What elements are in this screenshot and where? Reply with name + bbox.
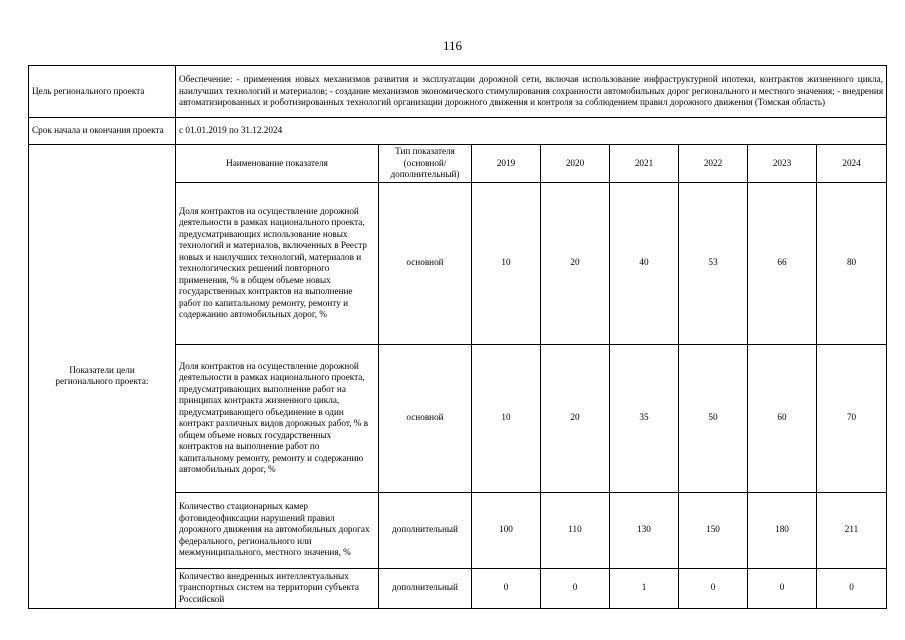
header-year: 2022 — [679, 145, 748, 183]
period-text: с 01.01.2019 по 31.12.2024 — [176, 118, 887, 145]
indicator-name: Доля контрактов на осуществление дорожной деятельности в рамках национального проекта, предусматривающих использование новых технологий и материалов, включенных в Реестр новых и наилучших технологий, материалов и технологических решений повторного применения, % в общем объеме новых государственных контрактов на выполнение работ по капитальному ремонту, ремонту и содержанию автомобильных дорог, % — [176, 182, 379, 344]
header-indicator-name: Наименование показателя — [176, 145, 379, 183]
indicator-type: дополнительный — [379, 568, 472, 608]
header-year: 2021 — [610, 145, 679, 183]
header-year: 2024 — [817, 145, 887, 183]
header-year: 2020 — [541, 145, 610, 183]
header-indicator-type: Тип показателя (основной/дополнительный) — [379, 145, 472, 183]
indicator-value: 180 — [748, 492, 817, 568]
indicator-value: 50 — [679, 344, 748, 492]
indicator-value: 0 — [472, 568, 541, 608]
page-number: 116 — [442, 38, 463, 53]
indicator-value: 150 — [679, 492, 748, 568]
indicator-value: 130 — [610, 492, 679, 568]
indicator-value: 10 — [472, 182, 541, 344]
header-year: 2023 — [748, 145, 817, 183]
indicator-value: 66 — [748, 182, 817, 344]
indicator-name: Доля контрактов на осуществление дорожной деятельности в рамках национального проекта, предусматривающих выполнение работ на принципах контракта жизненного цикла, предусматривающего объединение в один контракт различных видов дорожных работ, % в общем объеме новых государственных контрактов на выполнение работ по капитальному ремонту, ремонту и содержанию автомобильных дорог, % — [176, 344, 379, 492]
indicator-value: 100 — [472, 492, 541, 568]
indicator-value: 53 — [679, 182, 748, 344]
indicator-type: основной — [379, 182, 472, 344]
indicator-value: 35 — [610, 344, 679, 492]
goal-label: Цель регионального проекта — [29, 66, 176, 118]
indicator-value: 20 — [541, 182, 610, 344]
indicator-value: 110 — [541, 492, 610, 568]
indicator-value: 70 — [817, 344, 887, 492]
indicator-type: основной — [379, 344, 472, 492]
indicator-value: 0 — [817, 568, 887, 608]
indicator-value: 80 — [817, 182, 887, 344]
indicator-value: 10 — [472, 344, 541, 492]
indicator-name: Количество стационарных камер фотовидеофиксации нарушений правил дорожного движения на автомобильных дорогах федерального, регионального или межмуниципального, местного значения, % — [176, 492, 379, 568]
indicators-header-row — [29, 145, 887, 183]
indicator-value: 40 — [610, 182, 679, 344]
indicator-value: 0 — [748, 568, 817, 608]
period-label: Срок начала и окончания проекта — [29, 118, 176, 145]
indicator-value: 211 — [817, 492, 887, 568]
project-table — [28, 65, 887, 609]
indicator-value: 0 — [541, 568, 610, 608]
indicators-label: Показатели цели регионального проекта: — [29, 145, 176, 609]
goal-text: Обеспечение: - применения новых механизмов развития и эксплуатации дорожной сети, включая использование инфраструктурной ипотеки, контрактов жизненного цикла, наилучших технологий и материалов; - создание механизмов экономического стимулирования сохранности автомобильных дорог регионального и местного значения; - внедрения автоматизированных и роботизированных технологий организации дорожного движения и контроля за соблюдением правил дорожного движения (Томская область) — [176, 66, 887, 118]
indicator-value: 0 — [679, 568, 748, 608]
indicator-value: 60 — [748, 344, 817, 492]
indicator-value: 20 — [541, 344, 610, 492]
indicator-type: дополнительный — [379, 492, 472, 568]
period-row — [29, 118, 887, 145]
header-year: 2019 — [472, 145, 541, 183]
indicator-value: 1 — [610, 568, 679, 608]
indicator-name: Количество внедренных интеллектуальных транспортных систем на территории субъекта Российской — [176, 568, 379, 608]
goal-row — [29, 66, 887, 118]
